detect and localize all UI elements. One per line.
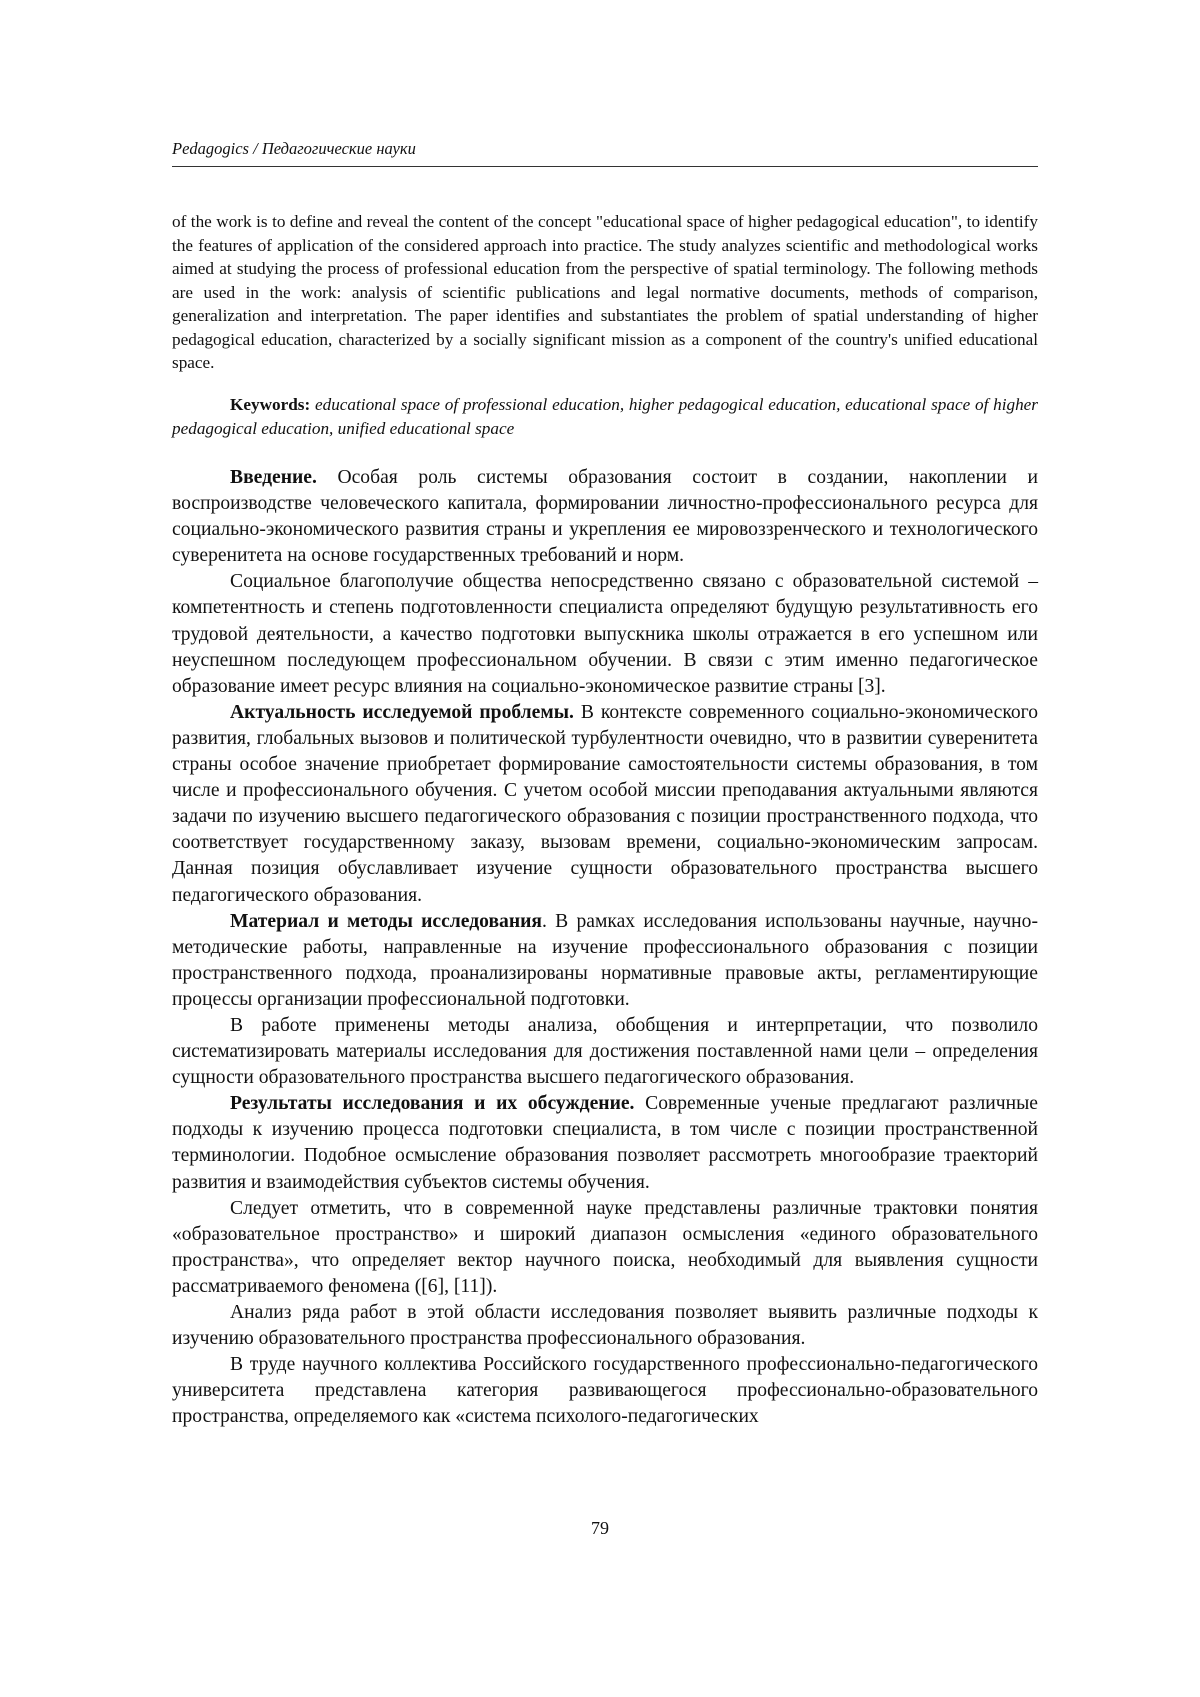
header-rule xyxy=(172,166,1038,167)
paragraph-results xyxy=(172,1091,1038,1195)
text-relevance: В контексте современного социально-экономического развития, глобальных вызовов и политической турбулентности очевидно, что в развитии суверенитета страны особое значение приобретает формирование самостоятельности системы образования, в том числе и профессионального обучения. С учетом особой миссии преподавания актуальными являются задачи по изучению высшего педагогического образования с позиции пространственного подхода, что соответствует государственному заказу, вызовам времени, социально-экономическим запросам. Данная позиция обуславливает изучение сущности образовательного пространства высшего педагогического образования. xyxy=(172,701,1038,906)
paragraph-methods-applied: В работе применены методы анализа, обобщения и интерпретации, что позволило систематизировать материалы исследования для достижения поставленной нами цели – определения сущности образовательного пространства высшего педагогического образования. xyxy=(172,1014,1038,1089)
keywords-label: Keywords: xyxy=(230,395,311,414)
text-methods: . В рамках исследования использованы научные, научно-методические работы, направленные на изучение профессионального образования с позиции пространственного подхода, проанализированы нормативные правовые акты, регламентирующие процессы организации профессиональной подготовки. xyxy=(172,910,1038,1010)
running-title: Pedagogics / Педагогические науки xyxy=(172,139,416,158)
paragraph-university-study: В труде научного коллектива Российского государственного профессионально-педагогического университета представлена категория развивающегося профессионально-образовательного пространства, определяемого как «система психолого-педагогических xyxy=(172,1354,1038,1428)
paragraph-social-wellbeing: Социальное благополучие общества непосредственно связано с образовательной системой – компетентность и степень подготовленности специалиста определяют будущую результативность его трудовой деятельности, а качество подготовки выпускника школы отражается в его успешном или неуспешном последующем профессиональном обучении. В связи с этим именно педагогическое образование имеет ресурс влияния на социально-экономическое развитие страны [3]. xyxy=(172,571,1038,697)
paragraph-analysis: Анализ ряда работ в этой области исследования позволяет выявить различные подходы к изучению образовательного пространства профессионального образования. xyxy=(172,1302,1038,1350)
heading-methods: Материал и методы исследования xyxy=(230,910,543,932)
paragraph-methods xyxy=(172,909,1038,1013)
abstract-text: of the work is to define and reveal the content of the concept "educational space of higher pedagogical education", to identify the features of application of the considered approach into practice. The study analyzes scientific and methodological works aimed at studying the process of professional education from the perspective of spatial terminology. The following methods are used in the work: analysis of scientific publications and legal normative documents, methods of comparison, generalization and interpretation. The paper identifies and substantiates the problem of spatial understanding of higher pedagogical education, characterized by a socially significant mission as a component of the country's unified educational space. xyxy=(172,212,1038,372)
text-results: Современные ученые предлагают различные подходы к изучению процесса подготовки специалиста, в том числе с позиции пространственной терминологии. Подобное осмысление образования позволяет рассмотреть многообразие траекторий развития и взаимодействия субъектов системы обучения. xyxy=(172,1093,1038,1193)
article-body xyxy=(172,465,1038,1430)
paragraph-introduction xyxy=(172,465,1038,569)
page-number: 79 xyxy=(591,1518,609,1538)
paragraph-relevance xyxy=(172,700,1038,909)
heading-introduction: Введение. xyxy=(230,467,317,488)
keywords-text: educational space of professional education, higher pedagogical education, educational space of higher pedagogical education, unified educational space xyxy=(172,395,1038,438)
heading-relevance: Актуальность исследуемой проблемы. xyxy=(230,701,574,723)
heading-results: Результаты исследования и их обсуждение. xyxy=(230,1093,635,1115)
text-introduction: Особая роль системы образования состоит в создании, накоплении и воспроизводстве человеческого капитала, формировании личностно-профессионального ресурса для социально-экономического развития страны и укрепления ее мировоззренческого и технологического суверенитета на основе государственных требований и норм. xyxy=(172,467,1038,567)
keywords-paragraph xyxy=(172,393,1038,440)
paragraph-interpretations: Следует отметить, что в современной науке представлены различные трактовки понятия «образовательное пространство» и широкий диапазон осмысления «единого образовательного пространства», что определяет вектор научного поиска, необходимый для выявления сущности рассматриваемого феномена ([6], [11]). xyxy=(172,1197,1038,1297)
